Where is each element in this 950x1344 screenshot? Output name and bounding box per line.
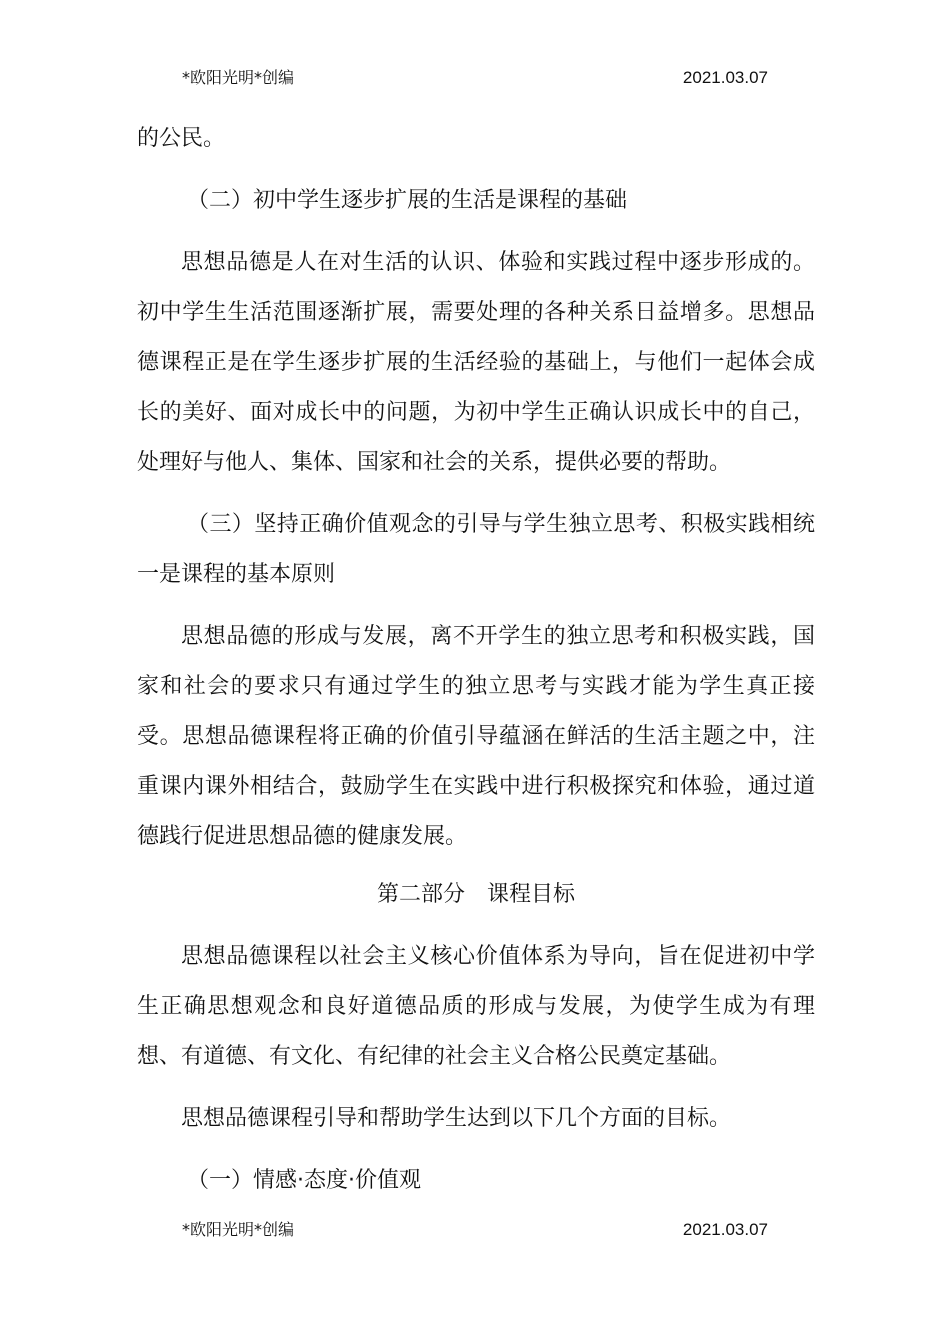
page-header	[182, 66, 768, 90]
header-author: *欧阳光明*创编	[182, 68, 295, 87]
footer-author: *欧阳光明*创编	[182, 1220, 295, 1239]
paragraph: 思想品德是人在对生活的认识、体验和实践过程中逐步形成的。初中学生生活范围逐渐扩展，需要处理的各种关系日益增多。思想品德课程正是在学生逐步扩展的生活经验的基础上，与他们一起体会成长的美好、面对成长中的问题，为初中学生正确认识成长中的自己，处理好与他人、集体、国家和社会的关系，提供必要的帮助。	[137, 250, 815, 475]
header-date: 2021.03.07	[682, 68, 768, 87]
paragraph-continuation: 的公民。	[137, 126, 226, 151]
part-heading: 第二部分 课程目标	[376, 882, 575, 907]
paragraph: 思想品德的形成与发展，离不开学生的独立思考和积极实践，国家和社会的要求只有通过学生的独立思考与实践才能为学生真正接受。思想品德课程将正确的价值引导蕴涵在鲜活的生活主题之中，注重课内课外相结合，鼓励学生在实践中进行积极探究和体验，通过道德践行促进思想品德的健康发展。	[137, 624, 815, 849]
page-footer	[182, 1218, 768, 1242]
section-heading-3: （三）坚持正确价值观念的引导与学生独立思考、积极实践相统一是课程的基本原则	[137, 512, 815, 587]
section-heading-1: （一）情感·态度·价值观	[187, 1168, 421, 1193]
paragraph: 思想品德课程以社会主义核心价值体系为导向，旨在促进初中学生正确思想观念和良好道德品质的形成与发展，为使学生成为有理想、有道德、有文化、有纪律的社会主义合格公民奠定基础。	[137, 944, 815, 1069]
paragraph: 思想品德课程引导和帮助学生达到以下几个方面的目标。	[181, 1106, 732, 1131]
footer-date: 2021.03.07	[682, 1220, 768, 1239]
document-body	[137, 114, 815, 1206]
section-heading-2: （二）初中学生逐步扩展的生活是课程的基础	[187, 188, 628, 213]
